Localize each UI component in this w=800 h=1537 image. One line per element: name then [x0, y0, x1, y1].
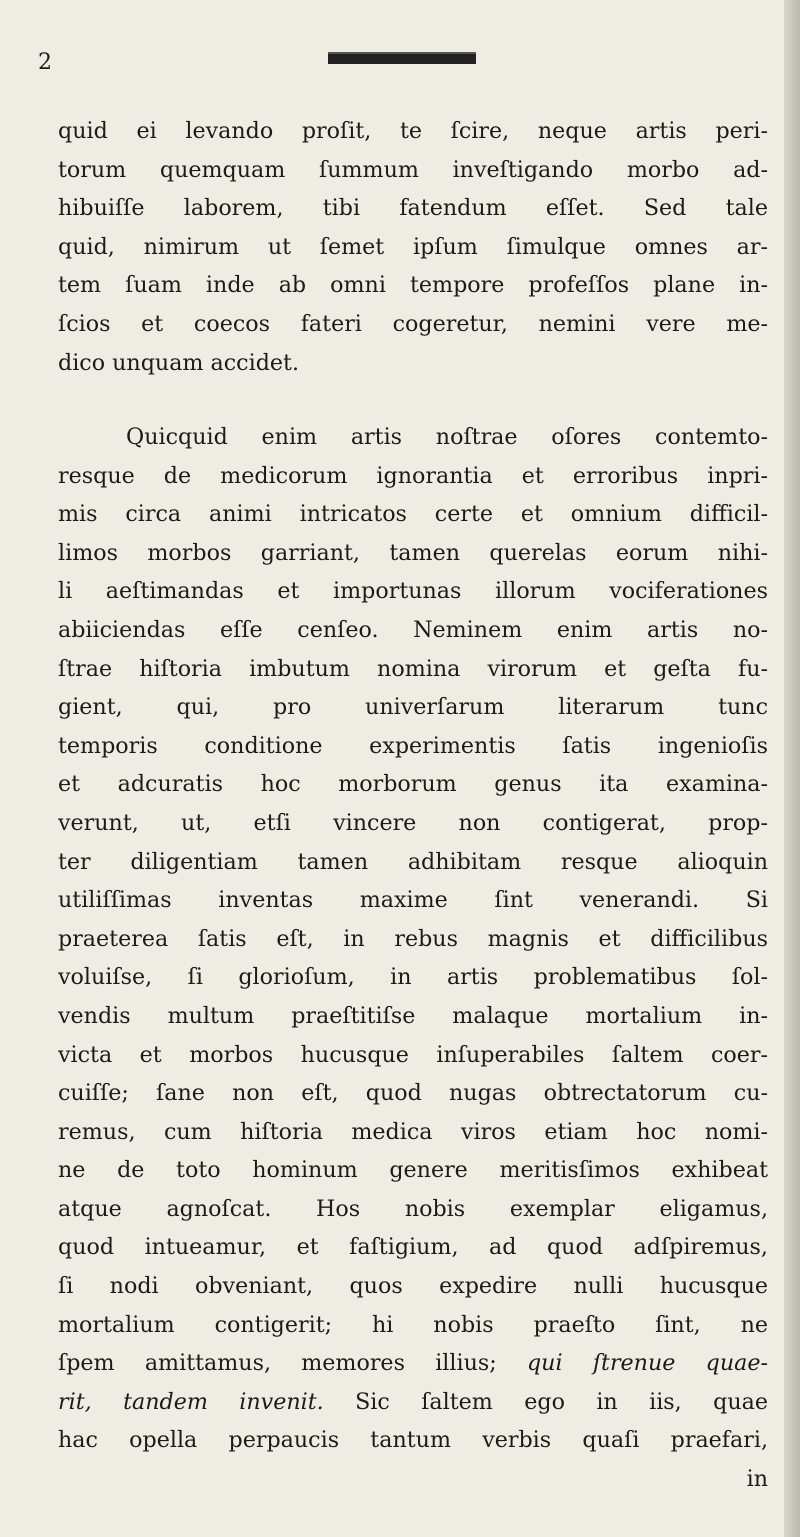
text-line: et adcuratis hoc morborum genus ita examina- [58, 771, 768, 798]
text-line: ſtrae hiſtoria imbutum nomina virorum et geſta fu- [58, 655, 768, 682]
text-line: quid ei levando proſit, te ſcire, neque artis peri- [58, 118, 768, 144]
text-line: hibuiſſe laborem, tibi fatendum eſſet. Sed tale [58, 195, 768, 222]
text-line: abiiciendas eſſe cenſeo. Neminem enim artis no- [58, 616, 768, 643]
text-line: cuiſſe; ſane non eſt, quod nugas obtrectatorum cu- [58, 1080, 768, 1107]
text-line: atque agnoſcat. Hos nobis exemplar eligamus, [58, 1195, 768, 1222]
text-line: temporis conditione experimentis ſatis ingenioſis [58, 732, 768, 759]
text-line: Quicquid enim artis noſtrae oſores contemto- [126, 424, 768, 450]
paragraph-1 [58, 112, 768, 382]
text-line: gient, qui, pro univerſarum literarum tunc [58, 694, 768, 721]
header-rule [328, 52, 476, 64]
text-line: remus, cum hiſtoria medica viros etiam hoc nomi- [58, 1118, 768, 1145]
text-line: quod intueamur, et faſtigium, ad quod adſpiremus, [58, 1234, 768, 1261]
text-line: limos morbos garriant, tamen querelas eorum nihi- [58, 539, 768, 566]
quote-part-1: qui ſtrenue quae- [526, 1350, 768, 1377]
text-segment: Sic ſaltem ego in iis, quae [355, 1388, 768, 1415]
text-line: dico unquam accidet. [58, 349, 300, 376]
page-number: 2 [38, 50, 52, 75]
catchword: in [746, 1466, 768, 1493]
text-line: mis circa animi intricatos certe et omnium difficil- [58, 501, 768, 528]
text-line: ſcios et coecos fateri cogeretur, nemini vere me- [58, 310, 768, 337]
page-gutter [784, 0, 800, 1537]
text-line: victa et morbos hucusque inſuperabiles ſaltem coer- [58, 1041, 768, 1068]
text-line: ſi nodi obveniant, quos expedire nulli hucusque [58, 1273, 768, 1300]
text-line: voluiſse, ſi glorioſum, in artis problematibus ſol- [58, 964, 768, 991]
text-line: tem ſuam inde ab omni tempore profeſſos plane in- [58, 272, 768, 299]
text-line: ne de toto hominum genere meritisſimos exhibeat [58, 1157, 768, 1184]
text-line-with-quote [58, 1383, 768, 1422]
text-segment: ſpem amittamus, memores illius; [58, 1350, 497, 1377]
paragraph-2 [58, 418, 768, 1499]
text-line: vendis multum praeſtitiſse malaque mortalium in- [58, 1002, 768, 1029]
quote-part-2: rit, tandem invenit. [58, 1388, 324, 1415]
text-line: mortalium contigerit; hi nobis praeſto ſint, ne [58, 1311, 768, 1338]
text-line: resque de medicorum ignorantia et erroribus inpri- [58, 462, 768, 489]
text-line-with-quote [58, 1344, 768, 1383]
text-line: ter diligentiam tamen adhibitam resque alioquin [58, 848, 768, 875]
text-line: praeterea ſatis eſt, in rebus magnis et difficilibus [58, 925, 768, 952]
text-line: verunt, ut, etſi vincere non contigerat, prop- [58, 809, 768, 836]
text-line: utiliſſimas inventas maxime ſint venerandi. Si [58, 887, 768, 914]
text-line: li aeſtimandas et importunas illorum vociferationes [58, 578, 768, 605]
text-line: quid, nimirum ut ſemet ipſum ſimulque omnes ar- [58, 233, 768, 260]
text-line: hac opella perpaucis tantum verbis quaſi praefari, [58, 1427, 768, 1454]
text-line: torum quemquam ſummum inveſtigando morbo ad- [58, 156, 768, 183]
